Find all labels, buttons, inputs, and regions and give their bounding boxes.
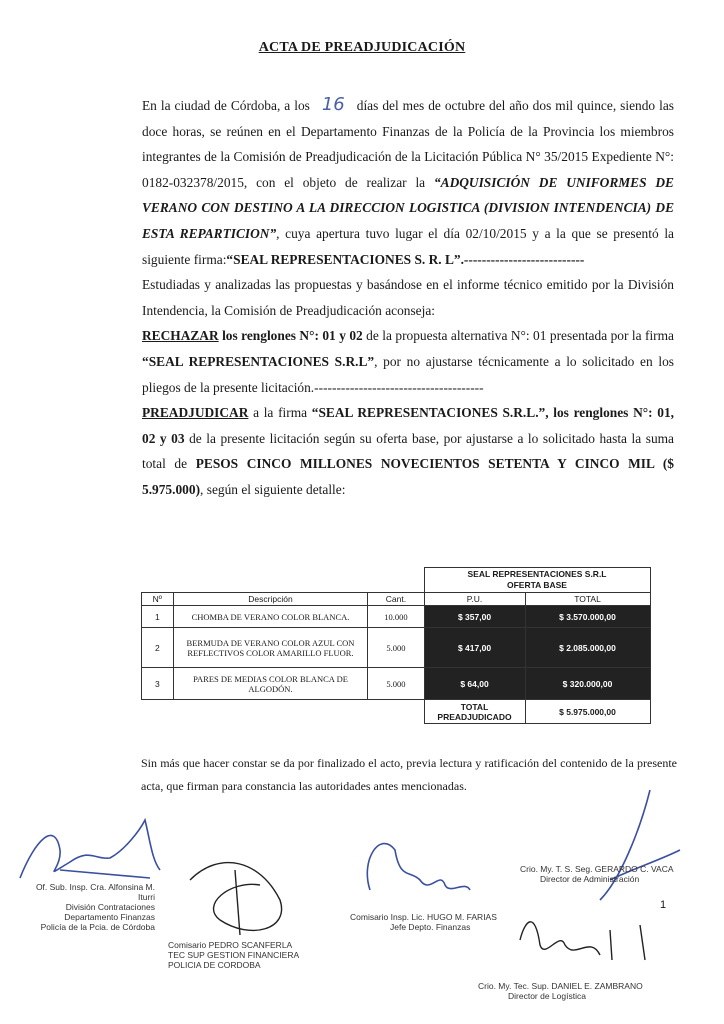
award-keyword: PREADJUDICAR <box>142 405 249 421</box>
table-row: 3 PARES DE MEDIAS COLOR BLANCA DE ALGODÓN. 5.000 $ 64,00 $ 320.000,00 <box>142 668 651 700</box>
page-number: 1 <box>660 899 667 911</box>
reject-keyword: RECHAZAR <box>142 328 219 344</box>
analysis-paragraph: Estudiadas y analizadas las propuestas y basándose en el informe técnico emitido por la División Intendencia, la Comisión de Preadjudicación aconseja: <box>142 277 674 318</box>
table-row: 1 CHOMBA DE VERANO COLOR BLANCA. 10.000 $ 357,00 $ 3.570.000,00 <box>142 606 651 628</box>
table-header-row: Nº Descripción Cant. P.U. TOTAL <box>142 593 651 606</box>
bidder-firm: “SEAL REPRESENTACIONES S. R. L”.--------------------------- <box>226 251 585 267</box>
signature-block-farias: Comisario Insp. Lic. HUGO M. FARIAS Jefe Depto. Finanzas <box>350 912 497 932</box>
handwritten-day: 16 <box>321 94 345 115</box>
reject-paragraph: RECHAZAR los renglones N°: 01 y 02 de la propuesta alternativa N°: 01 presentada por la firma “SEAL REPRESENTACIONES S.R.L”, por no ajustarse técnicamente a lo solicitado en los pliegos de la presente licitación.-------------------------------------- <box>142 328 674 395</box>
document-title: ACTA DE PREADJUDICACIÓN <box>258 40 466 55</box>
signature-mark-5 <box>520 922 645 960</box>
signature-block-zambrano: Crio. My. Tec. Sup. DANIEL E. ZAMBRANO Director de Logística <box>478 981 643 1001</box>
closing-paragraph: Sin más que hacer constar se da por finalizado el acto, previa lectura y ratificación del contenido de la presente acta, que firman para constancia las autoridades antes mencionadas. <box>141 756 677 793</box>
table-total-row: TOTAL PREADJUDICADO $ 5.975.000,00 <box>142 700 651 724</box>
procurement-object: “ADQUISICIÓN DE UNIFORMES DE VERANO CON DESTINO A LA DIRECCION LOGISTICA (DIVISION INTENDENCIA) DE ESTA REPARTICION” <box>142 174 674 241</box>
signature-mark-1 <box>20 820 160 878</box>
table-row: 2 BERMUDA DE VERANO COLOR AZUL CON REFLECTIVOS COLOR AMARILLO FLUOR. 5.000 $ 417,00 $ 2.085.000,00 <box>142 628 651 668</box>
signature-block-vaca: Crio. My. T. S. Seg. GERARDO C. VACA Director de Administración <box>520 864 674 884</box>
opening-paragraph: En la ciudad de Córdoba, a los 16 días del mes de octubre del año dos mil quince, siendo las doce horas, se reúnen en el Departamento Finanzas de la Policía de la Provincia los miembros integrantes de la Comisión de Preadjudicación de la Licitación Pública N° 35/2015 Expediente N°: 0182-032378/2015, con el objeto de realizar la “ADQUISICIÓN DE UNIFORMES DE VERANO CON DESTINO A LA DIRECCION LOGISTICA (DIVISION INTENDENCIA) DE ESTA REPARTICION”, cuya apertura tuvo lugar el día 02/10/2015 y a la que se presentó la siguiente firma:“SEAL REPRESENTACIONES S. R. L”.--------------------------- <box>142 94 674 267</box>
award-paragraph: PREADJUDICAR a la firma “SEAL REPRESENTACIONES S.R.L.”, los renglones N°: 01, 02 y 03 de la presente licitación según su oferta base, por ajustarse a lo solicitado hasta la suma total de PESOS CINCO MILLONES NOVECIENTOS SETENTA Y CINCO MIL ($ 5.975.000), según el siguiente detalle: <box>142 405 675 497</box>
signature-mark-3 <box>367 844 470 890</box>
signature-block-iturri: Of. Sub. Insp. Cra. Alfonsina M. Iturri División Contrataciones Departamento Finanzas Policía de la Pcia. de Córdoba <box>35 882 155 932</box>
signature-block-scanferla: Comisario PEDRO SCANFERLA TEC SUP GESTION FINANCIERA POLICIA DE CORDOBA <box>168 940 300 970</box>
award-amount: PESOS CINCO MILLONES NOVECIENTOS SETENTA Y CINCO MIL ($ 5.975.000) <box>142 456 674 497</box>
signature-mark-2 <box>190 863 282 935</box>
firm-header: SEAL REPRESENTACIONES S.R.L OFERTA BASE <box>424 568 650 593</box>
